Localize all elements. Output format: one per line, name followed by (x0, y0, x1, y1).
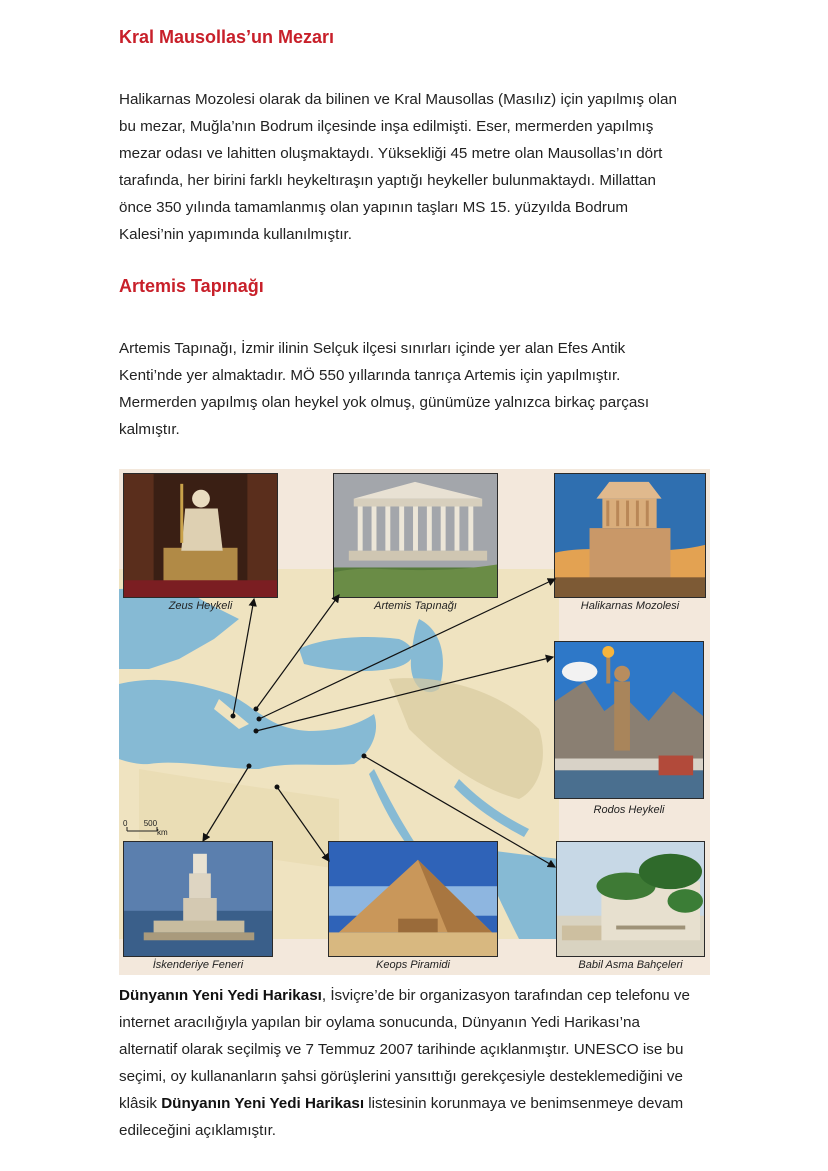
paragraph-line: kalmıştır. (119, 421, 180, 438)
paragraph-line: , İsviçre’de bir organizasyon tarafından cep telefonu ve (321, 987, 690, 1004)
paragraph-line: seçimi, oy kullananların şahsi görüşlerini yansıttığı gerekçesiyle desteklemediğini ve (119, 1068, 683, 1085)
paragraph-line: Halikarnas Mozolesi olarak da bilinen ve Kral Mausollas (Masılız) için yapılmış olan (119, 91, 677, 108)
seven-wonders-figure (119, 469, 710, 975)
caption-halikarnas: Halikarnas Mozolesi (580, 600, 680, 612)
paragraph-mausollas (119, 86, 709, 248)
paragraph-line: Mermerden yapılmış olan heykel yok olmuş, günümüze yalnızca birkaç parçası (119, 394, 650, 411)
caption-artemis: Artemis Tapınağı (374, 600, 457, 612)
map-scale (123, 819, 168, 837)
section-heading-artemis: Artemis Tapınağı (119, 276, 264, 296)
paragraph-closing (119, 982, 709, 1144)
paragraph-line: tarafında, her birini farklı heykeltıraşın yaptığı heykeller bulunmaktaydı. Millattan (119, 172, 656, 189)
artemis-temple-image (333, 473, 498, 598)
section-heading-mausollas: Kral Mausollas’un Mezarı (119, 27, 335, 47)
paragraph-line: alternatif olarak seçilmiş ve 7 Temmuz 2007 tarihinde açıklanmıştır. UNESCO ise bu (119, 1041, 684, 1058)
caption-rodos: Rodos Heykeli (593, 804, 665, 816)
caption-iskenderiye: İskenderiye Feneri (152, 959, 244, 971)
iskenderiye-lighthouse-image (123, 841, 273, 957)
paragraph-line: Artemis Tapınağı, İzmir ilinin Selçuk ilçesi sınırları içinde yer alan Efes Antik (119, 340, 626, 357)
paragraph-line: edileceğini açıklamıştır. (119, 1122, 277, 1139)
paragraph-line: mezar odası ve lahitten oluşmaktaydı. Yüksekliği 45 metre olan Mausollas’ın dört (119, 145, 663, 162)
paragraph-line: internet aracılığıyla yapılan bir oylama sonucunda, Dünyanın Yedi Harikası’na (119, 1014, 640, 1031)
rodos-colossus-image (554, 641, 704, 799)
caption-babil: Babil Asma Bahçeleri (578, 959, 683, 971)
paragraph-line: Kalesi’nin yapımında kullanılmıştır. (119, 226, 352, 243)
paragraph-line: listesinin korunmaya ve benimsenmeye devam (364, 1095, 684, 1112)
zeus-statue-image (123, 473, 278, 598)
scale-unit: km (157, 828, 168, 837)
halikarnas-mausoleum-image (554, 473, 706, 598)
caption-zeus: Zeus Heykeli (168, 600, 233, 612)
caption-keops: Keops Piramidi (376, 959, 450, 971)
paragraph-line: önce 350 yılında tamamlanmış olan yapının taşları MS 15. yüzyılda Bodrum (119, 199, 629, 216)
keops-pyramid-image (328, 841, 498, 957)
babil-gardens-image (556, 841, 705, 957)
paragraph-artemis (119, 335, 709, 443)
scale-zero: 0 (123, 819, 128, 828)
bold-term: Dünyanın Yeni Yedi Harikası (119, 987, 322, 1004)
paragraph-line: Kenti’nde yer almaktadır. MÖ 550 yıllarında tanrıça Artemis için yapılmıştır. (119, 367, 621, 384)
paragraph-line: bu mezar, Muğla’nın Bodrum ilçesinde inşa edilmişti. Eser, mermerden yapılmış (119, 118, 654, 135)
paragraph-line: klâsik (119, 1095, 162, 1112)
bold-term: Dünyanın Yeni Yedi Harikası (161, 1095, 365, 1112)
scale-value: 500 (143, 819, 158, 828)
